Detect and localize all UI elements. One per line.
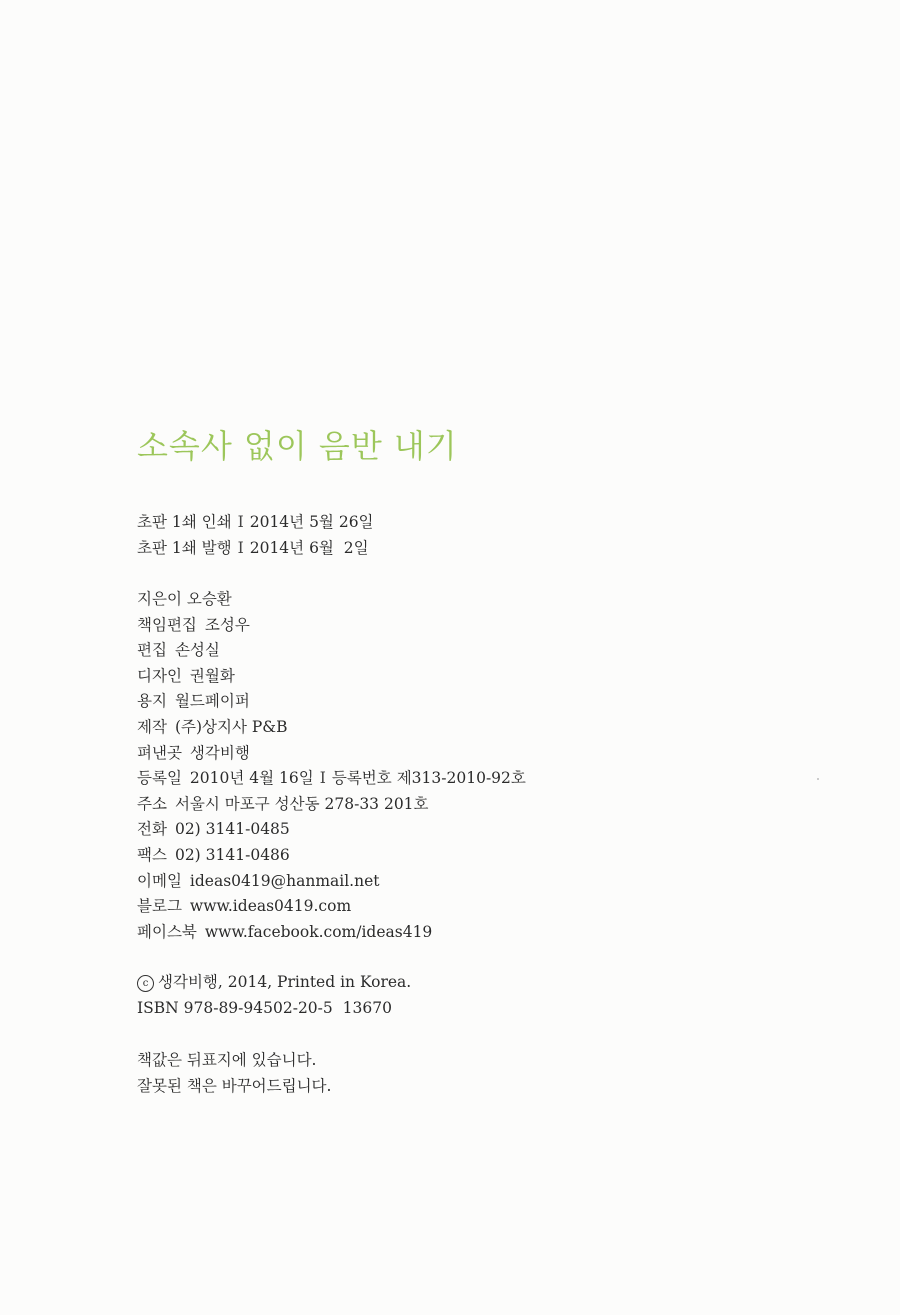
credit-value: www.ideas0419.com	[189, 897, 352, 916]
first-print-date: 2014년 5월 26일	[249, 513, 374, 531]
separator: I	[319, 769, 326, 788]
credit-value: (주)상지사 P&B	[174, 717, 288, 736]
edition-info	[137, 510, 374, 561]
print-line	[137, 510, 374, 536]
first-print-label: 초판 1쇄 인쇄	[137, 513, 232, 531]
credit-label: 펴낸곳	[137, 743, 182, 762]
credit-label: 디자인	[137, 666, 182, 685]
credit-label: 책임편집	[137, 615, 197, 634]
credit-label: 블로그	[137, 897, 182, 916]
credit-label: 제작	[137, 717, 167, 736]
credit-label: 이메일	[137, 871, 182, 890]
book-title: 소속사 없이 음반 내기	[137, 427, 458, 465]
credit-value: 권월화	[189, 666, 235, 685]
credit-label: 용지	[137, 692, 167, 711]
copyright-line	[137, 970, 411, 996]
credit-fax	[137, 843, 526, 869]
separator: I	[237, 513, 244, 531]
credit-value: 오승환	[186, 590, 232, 608]
credit-value: www.facebook.com/ideas419	[204, 922, 433, 941]
credit-value: 서울시 마포구 성산동 278-33 201호	[174, 794, 429, 813]
credit-email	[137, 869, 526, 895]
credit-phone	[137, 817, 526, 843]
credit-value: 조성우	[204, 615, 250, 634]
credit-address	[137, 792, 526, 818]
credit-registration	[137, 766, 526, 792]
credit-author	[137, 587, 526, 613]
credits-list	[137, 587, 526, 945]
credit-blog	[137, 894, 526, 920]
copyright-icon: c	[137, 975, 154, 992]
isbn-line: ISBN 978-89-94502-20-5 13670	[137, 998, 392, 1017]
credit-label: 편집	[137, 641, 167, 660]
credit-label: 페이스북	[137, 922, 197, 941]
registration-label: 등록번호	[331, 769, 392, 788]
credit-value: ideas0419@hanmail.net	[189, 871, 380, 890]
credit-facebook	[137, 920, 526, 946]
credit-production	[137, 715, 526, 741]
credit-value: 02) 3141-0485	[174, 820, 290, 839]
first-publish-label: 초판 1쇄 발행	[137, 538, 232, 557]
copyright-text: 생각비행, 2014, Printed in Korea.	[158, 973, 412, 991]
credit-label: 팩스	[137, 845, 167, 864]
credit-value: 월드페이퍼	[174, 692, 250, 711]
credit-publisher	[137, 741, 526, 767]
credit-editor	[137, 638, 526, 664]
copyright-block	[137, 970, 411, 1021]
publish-line	[137, 536, 374, 562]
separator: I	[237, 538, 244, 557]
first-publish-date: 2014년 6월 2일	[249, 538, 369, 557]
price-notice: 책값은 뒤표지에 있습니다.	[137, 1051, 317, 1069]
credit-value: 02) 3141-0486	[174, 845, 290, 864]
credit-label: 전화	[137, 820, 167, 839]
credit-label: 지은이	[137, 590, 182, 608]
credit-value: 2010년 4월 16일	[189, 769, 314, 788]
credit-value: 손성실	[174, 641, 220, 660]
credit-chief-editor	[137, 613, 526, 639]
registration-value: 제313-2010-92호	[396, 769, 526, 788]
credit-label: 주소	[137, 794, 167, 813]
credit-design	[137, 664, 526, 690]
credit-paper	[137, 689, 526, 715]
credit-value: 생각비행	[189, 743, 250, 762]
speck	[817, 778, 819, 780]
credit-label: 등록일	[137, 769, 182, 788]
notice-block	[137, 1048, 331, 1099]
exchange-notice: 잘못된 책은 바꾸어드립니다.	[137, 1076, 332, 1095]
